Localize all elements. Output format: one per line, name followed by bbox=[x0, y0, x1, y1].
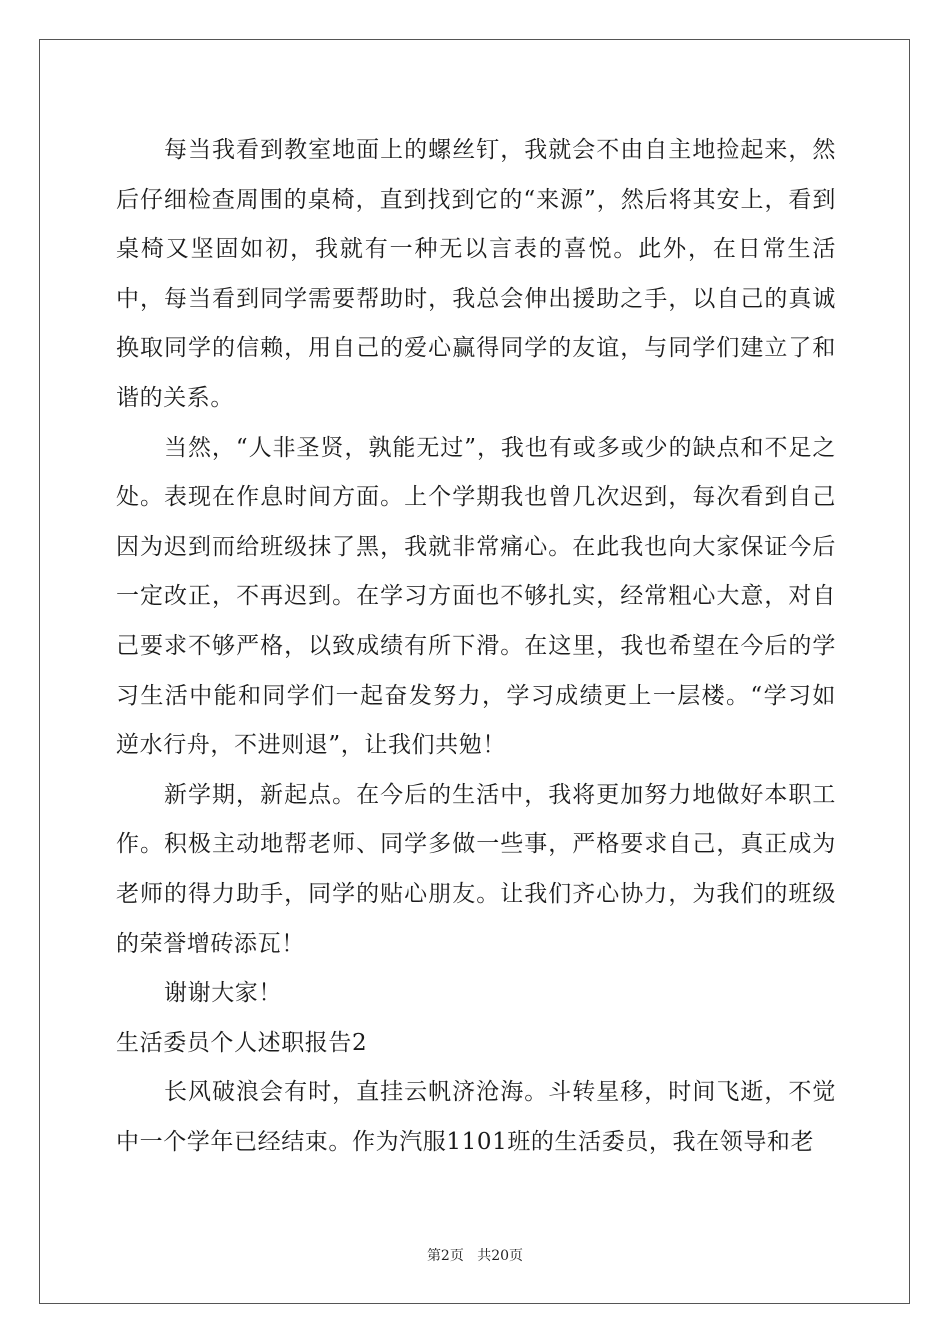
paragraph-shortcomings: 当然，“人非圣贤，孰能无过”，我也有或多或少的缺点和不足之处。表现在作息时间方面。上个学期我也曾几次迟到，每次看到自己因为迟到而给班级抹了黑，我就非常痛心。在此我也向大家保证今后一定改正，不再迟到。在学习方面也不够扎实，经常粗心大意，对自己要求不够严格，以致成绩有所下滑。在这里，我也希望在今后的学习生活中能和同学们一起奋发努力，学习成绩更上一层楼。“学习如逆水行舟，不进则退”，让我们共勉！ bbox=[116, 434, 836, 759]
section-title: 生活委员个人述职报告2 bbox=[116, 1029, 368, 1056]
paragraph-thanks: 谢谢大家！ bbox=[164, 980, 282, 1007]
page-number: 第2页 bbox=[426, 1248, 464, 1264]
document-body bbox=[116, 126, 836, 1167]
paragraph-repair: 每当我看到教室地面上的螺丝钉，我就会不由自主地捡起来，然后仔细检查周围的桌椅，直到找到它的“来源”，然后将其安上，看到桌椅又坚固如初，我就有一种无以言表的喜悦。此外，在日常生活中，每当看到同学需要帮助时，我总会伸出援助之手，以自己的真诚换取同学的信赖，用自己的爱心赢得同学的友谊，与同学们建立了和谐的关系。 bbox=[116, 137, 836, 411]
page-footer bbox=[0, 1245, 950, 1265]
paragraph-new-term: 新学期，新起点。在今后的生活中，我将更加努力地做好本职工作。积极主动地帮老师、同学多做一些事，严格要求自己，真正成为老师的得力助手，同学的贴心朋友。让我们齐心协力，为我们的班级的荣誉增砖添瓦！ bbox=[116, 781, 836, 957]
paragraph-section-intro: 长风破浪会有时，直挂云帆济沧海。斗转星移，时间飞逝，不觉中一个学年已经结束。作为汽服1101班的生活委员，我在领导和老 bbox=[116, 1079, 836, 1155]
page-total: 共20页 bbox=[477, 1248, 524, 1264]
